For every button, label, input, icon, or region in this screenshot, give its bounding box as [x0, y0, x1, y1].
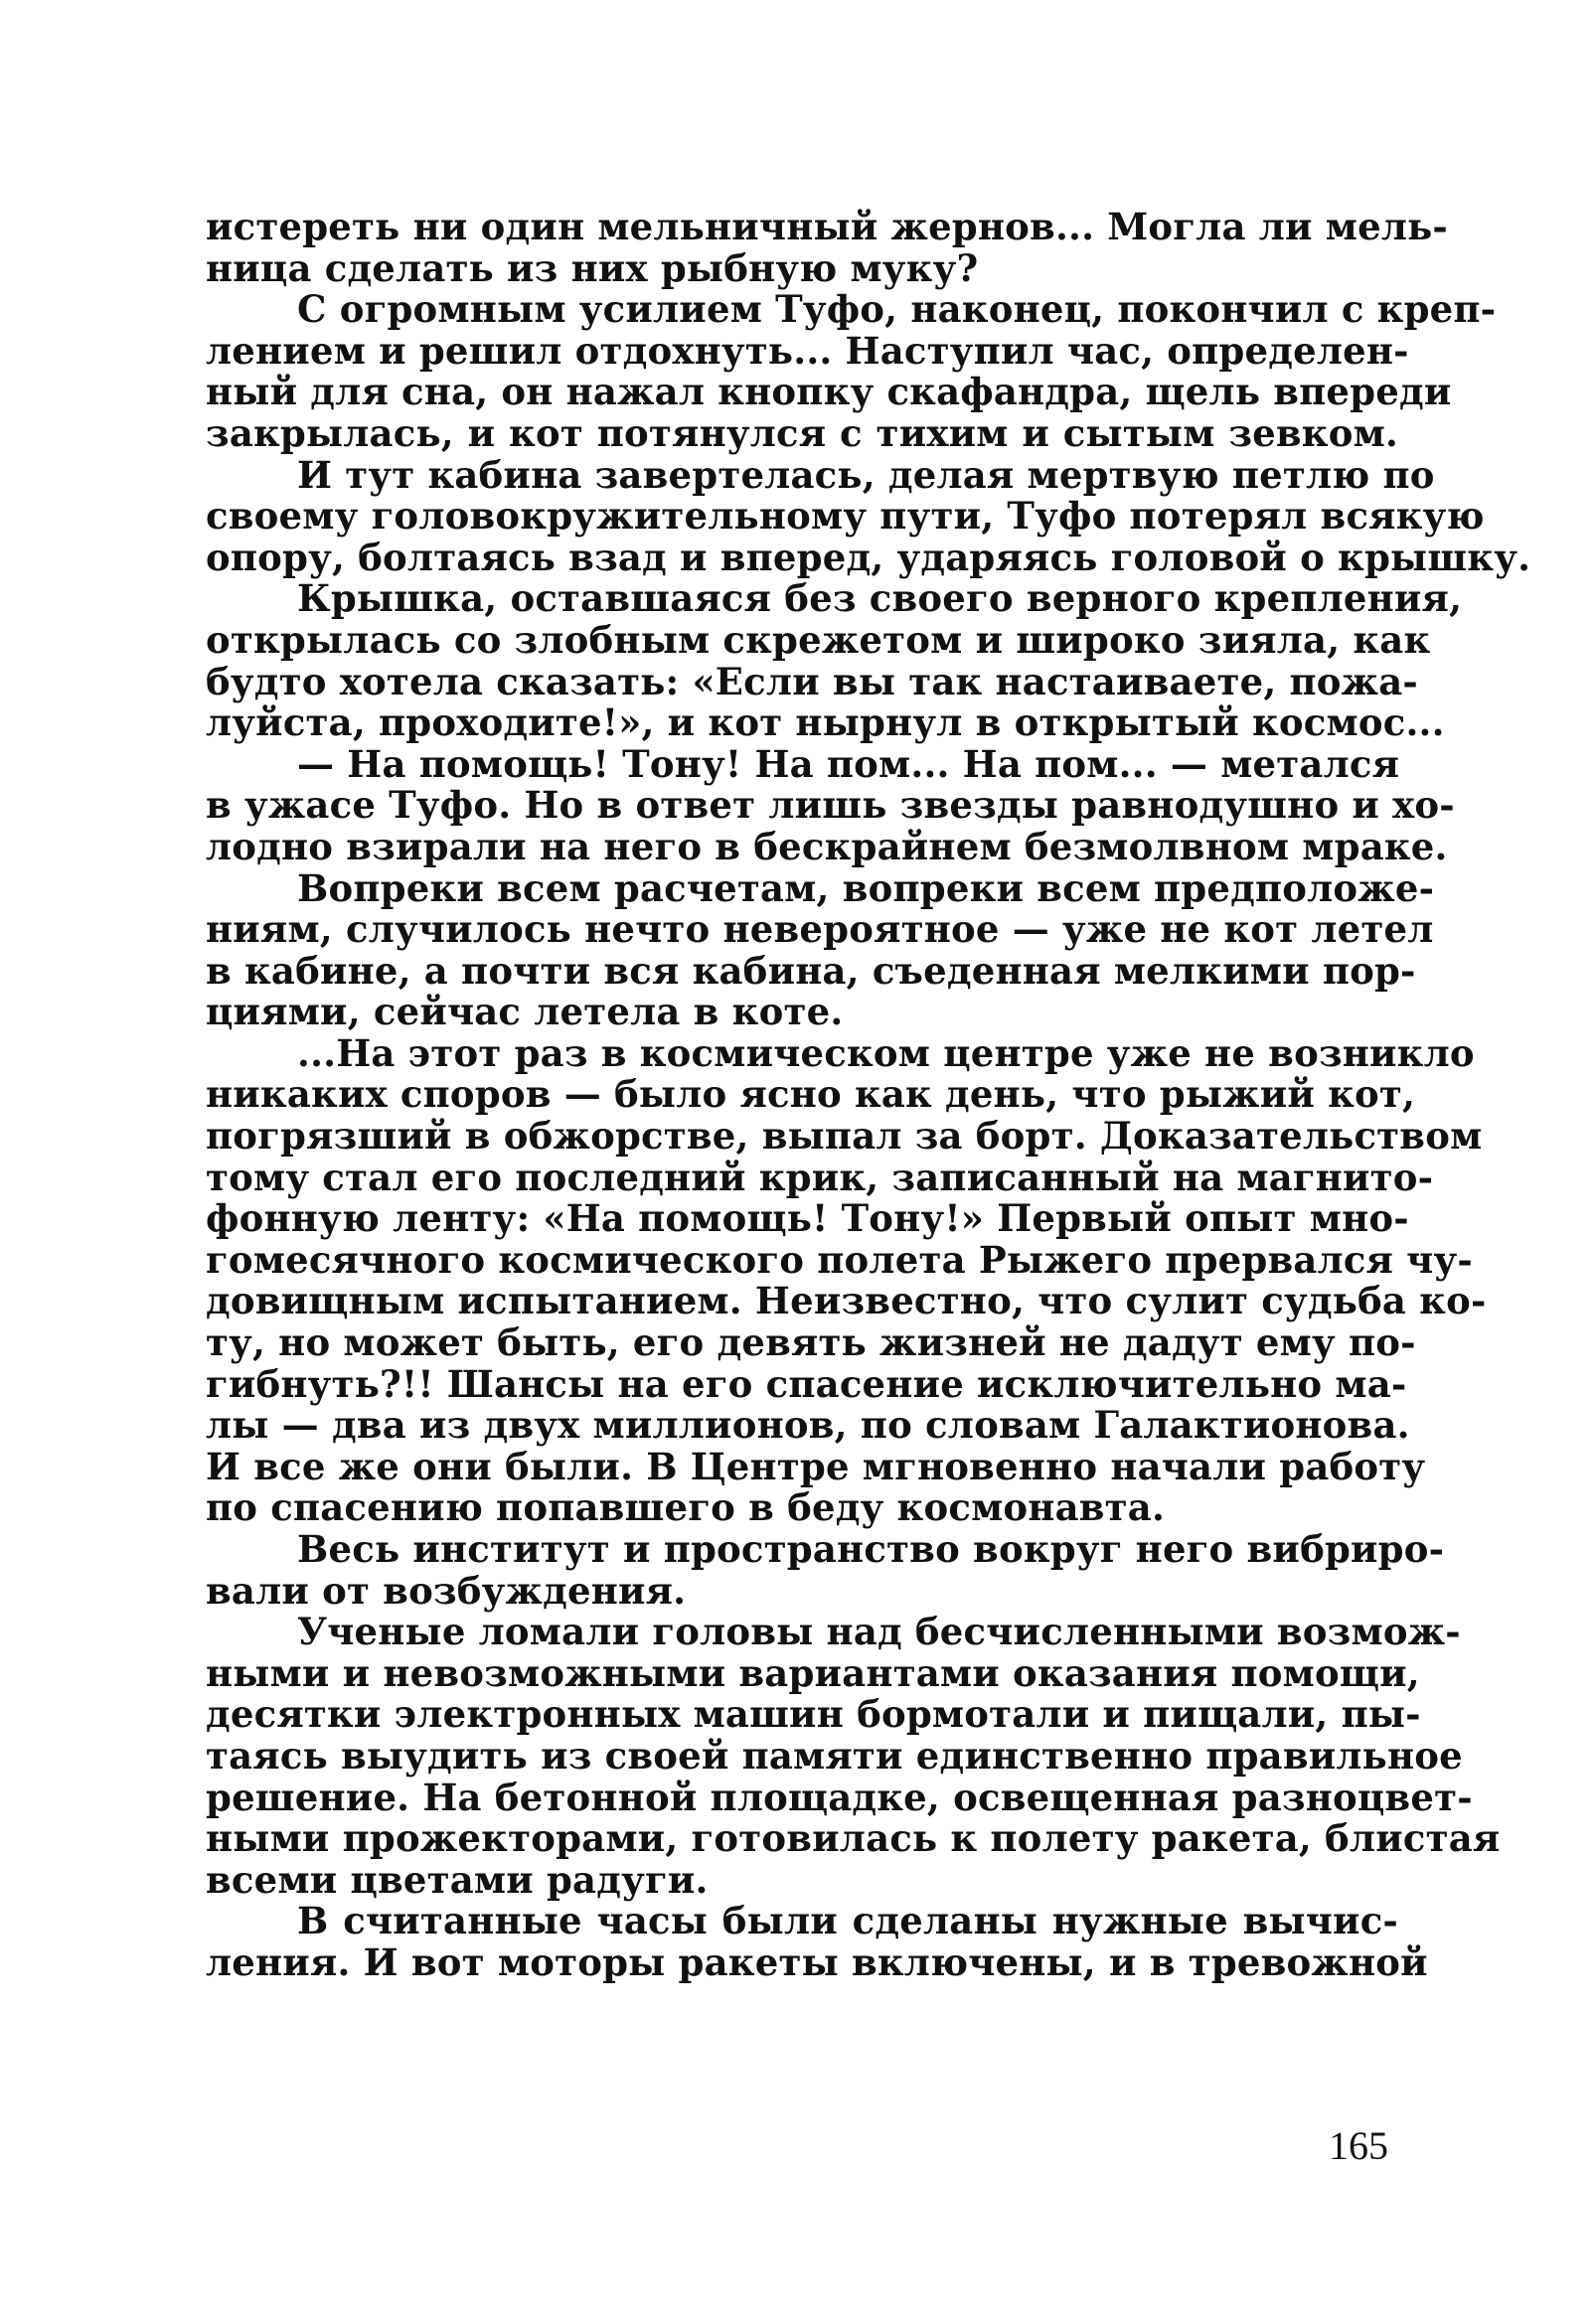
text-line: лением и решил отдохнуть... Наступил час, определен-	[206, 328, 1409, 373]
text-line: тому стал его последний крик, записанный на магнито-	[206, 1155, 1434, 1199]
text-line: циями, сейчас летела в коте.	[206, 990, 844, 1034]
text-line: ница сделать из них рыбную муку?	[206, 245, 979, 290]
text-line: ления. И вот моторы ракеты включены, и в тревожной	[206, 1939, 1428, 1984]
text-line: В считанные часы были сделаны нужные вычис-	[297, 1899, 1398, 1943]
text-line: луйста, проходите!», и кот нырнул в открытый космос...	[206, 700, 1445, 745]
text-line: фонную ленту: «На помощь! Тону!» Первый опыт мно-	[206, 1196, 1409, 1241]
text-line: ный для сна, он нажал кнопку скафандра, щель впереди	[206, 370, 1452, 414]
text-line: И все же они были. В Центре мгновенно начали работу	[206, 1444, 1426, 1488]
text-line: десятки электронных машин бормотали и пищали, пы-	[206, 1692, 1421, 1737]
text-line: Вопреки всем расчетам, вопреки всем предположе-	[297, 865, 1435, 910]
text-line: будто хотела сказать: «Если вы так настаиваете, пожа-	[206, 659, 1418, 703]
text-line: ...На этот раз в космическом центре уже не возникло	[297, 1030, 1475, 1075]
text-line: никаких споров — было ясно как день, что рыжий кот,	[206, 1072, 1416, 1117]
text-line: истереть ни один мельничный жернов... Могла ли мель-	[206, 205, 1448, 248]
text-line: решение. На бетонной площадке, освещенная разноцвет-	[206, 1775, 1473, 1819]
text-line: лы — два из двух миллионов, по словам Галактионова.	[206, 1403, 1410, 1448]
text-line: ниям, случилось нечто невероятное — уже не кот летел	[206, 907, 1434, 952]
text-line: И тут кабина завертелась, делая мертвую петлю по	[297, 452, 1435, 497]
text-line: гомесячного космического полета Рыжего прервался чу-	[206, 1237, 1473, 1282]
page-number: 165	[1329, 2123, 1388, 2168]
text-line: довищным испытанием. Неизвестно, что сулит судьба ко-	[206, 1279, 1487, 1323]
text-line: в ужасе Туфо. Но в ответ лишь звезды равнодушно и хо-	[206, 783, 1455, 828]
text-line: закрылась, и кот потянулся с тихим и сытым зевком.	[206, 410, 1398, 455]
text-line: своему головокружительному пути, Туфо потерял всякую	[206, 494, 1485, 539]
text-line: — На помощь! Тону! На пом... На пом... — метался	[297, 741, 1400, 786]
page-body	[206, 205, 1531, 1984]
text-line: Весь институт и пространство вокруг него вибриро-	[297, 1527, 1445, 1571]
text-line: лодно взирали на него в бескрайнем безмолвном мраке.	[206, 824, 1448, 868]
text-line: Крышка, оставшаяся без своего верного крепления,	[297, 576, 1463, 621]
text-line: погрязший в обжорстве, выпал за борт. Доказательством	[206, 1114, 1483, 1159]
text-line: всеми цветами радуги.	[206, 1857, 709, 1902]
text-line: ными и невозможными вариантами оказания помощи,	[206, 1650, 1420, 1695]
text-line: С огромным усилием Туфо, наконец, покончил с креп-	[297, 287, 1497, 332]
text-line: в кабине, а почти вся кабина, съеденная мелкими пор-	[206, 948, 1416, 993]
text-line: вали от возбуждения.	[206, 1568, 687, 1613]
text-line: по спасению попавшего в беду космонавта.	[206, 1485, 1166, 1530]
text-line: открылась со злобным скрежетом и широко зияла, как	[206, 617, 1431, 662]
text-line: Ученые ломали головы над бесчисленными возмож-	[297, 1610, 1461, 1654]
text-line: ными прожекторами, готовилась к полету ракета, блистая	[206, 1816, 1501, 1861]
text-line: таясь выудить из своей памяти единственно правильное	[206, 1733, 1463, 1778]
text-line: опору, болтаясь взад и вперед, ударяясь головой о крышку.	[206, 535, 1531, 579]
text-line: гибнуть?!! Шансы на его спасение исключительно ма-	[206, 1361, 1407, 1406]
text-line: ту, но может быть, его девять жизней не дадут ему по-	[206, 1320, 1416, 1365]
